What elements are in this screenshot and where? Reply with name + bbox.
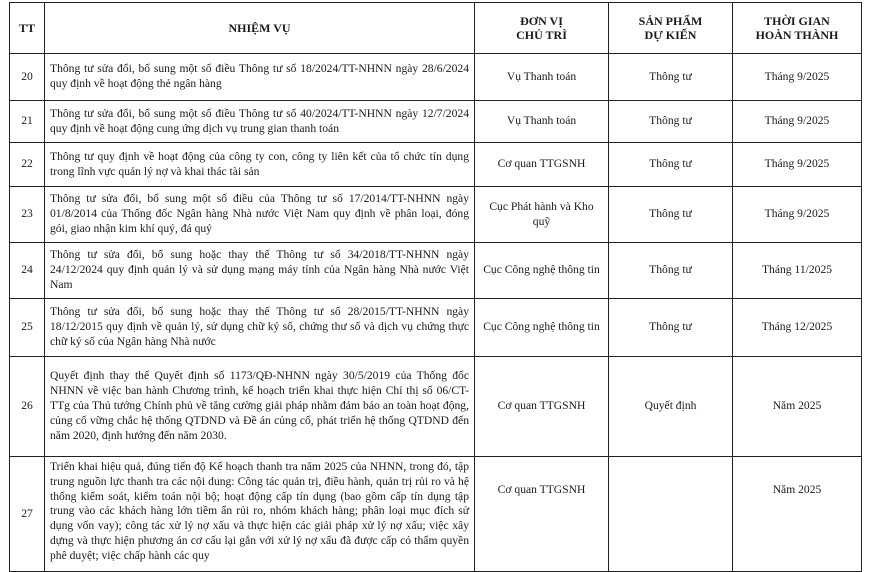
row-tt: 22 [10,143,45,187]
row-task: Thông tư quy định về hoạt động của công ty con, công ty liên kết của tổ chức tín dụng trong lĩnh vực quản lý nợ và khai thác tài sản [45,143,475,187]
row-task: Quyết định thay thế Quyết định số 1173/QĐ-NHNN ngày 30/5/2019 của Thống đốc NHNN về việc ban hành Chương trình, kế hoạch triển khai thực hiện Chỉ thị số 06/CT-TTg của Thủ tướng Chính phủ về tăng cường giải pháp nhằm đảm bảo an toàn hoạt động, củng cố vững chắc hệ thống QTDND và Đề án củng cố, phát triển hệ thống QTDND đến năm 2020, định hướng đến năm 2030. [45,357,475,457]
row-tt: 26 [10,357,45,457]
row-product: Quyết định [609,357,733,457]
row-tt: 23 [10,187,45,243]
task-table [9,2,862,572]
row-product: Thông tư [609,101,733,143]
row-tt: 21 [10,101,45,143]
row-task: Triển khai hiệu quả, đúng tiến độ Kế hoạch thanh tra năm 2025 của NHNN, trong đó, tập trung nguồn lực thanh tra các nội dung: Công tác quản trị, điều hành, quản trị rủi ro và hệ thống kiểm soát, kiểm toán nội bộ; hoạt động cấp tín dụng (bao gồm cấp tín dụng tập trung vào các khách hàng lớn tiềm ẩn rủi ro, nhóm khách hàng; phân loại mục đích sử dụng vốn vay); công tác xử lý nợ xấu và thực hiện các giải pháp xử lý nợ xấu; việc xây dựng và thực hiện phương án cơ cấu lại gắn với xử lý nợ xấu đã được cấp có thẩm quyền phê duyệt; việc chấp hành các quy [45,457,475,572]
row-time: Tháng 9/2025 [733,101,862,143]
row-task: Thông tư sửa đổi, bổ sung một số điều Thông tư số 40/2024/TT-NHNN ngày 12/7/2024 quy định về hoạt động cung ứng dịch vụ trung gian thanh toán [45,101,475,143]
row-unit: Cơ quan TTGSNH [475,457,609,572]
header-product [609,3,733,54]
row-unit: Cục Phát hành và Kho quỹ [475,187,609,243]
table-row [10,101,862,143]
header-time [733,3,862,54]
row-unit: Cục Công nghệ thông tin [475,243,609,299]
row-time: Tháng 9/2025 [733,143,862,187]
row-task: Thông tư sửa đổi, bổ sung hoặc thay thế Thông tư số 28/2015/TT-NHNN ngày 18/12/2015 quy định về quản lý, sử dụng chữ ký số, chứng thư số và dịch vụ chứng thực chữ ký số của Ngân hàng Nhà nước [45,299,475,357]
row-task: Thông tư sửa đổi, bổ sung hoặc thay thế Thông tư số 34/2018/TT-NHNN ngày 24/12/2024 quy định quản lý và sử dụng mạng máy tính của Ngân hàng Nhà nước Việt Nam [45,243,475,299]
row-product: Thông tư [609,299,733,357]
row-product: Thông tư [609,243,733,299]
row-product: Thông tư [609,54,733,101]
row-product: Thông tư [609,187,733,243]
header-product-line2: DỰ KIẾN [644,28,697,42]
row-tt: 25 [10,299,45,357]
table-row [10,243,862,299]
header-unit-line2: CHỦ TRÌ [516,28,567,42]
table-row [10,299,862,357]
row-unit: Cục Công nghệ thông tin [475,299,609,357]
row-unit: Cơ quan TTGSNH [475,357,609,457]
row-time: Tháng 9/2025 [733,187,862,243]
table-row [10,143,862,187]
row-product: Thông tư [609,143,733,187]
row-unit: Vụ Thanh toán [475,101,609,143]
row-unit: Vụ Thanh toán [475,54,609,101]
row-time: Tháng 9/2025 [733,54,862,101]
row-task: Thông tư sửa đổi, bổ sung một số điều Thông tư số 18/2024/TT-NHNN ngày 28/6/2024 quy định về hoạt động thẻ ngân hàng [45,54,475,101]
header-time-line1: THỜI GIAN [764,13,830,28]
row-time: Năm 2025 [733,457,862,572]
header-unit [475,3,609,54]
header-tt: TT [10,3,45,54]
table-row [10,187,862,243]
row-unit: Cơ quan TTGSNH [475,143,609,187]
row-time: Tháng 11/2025 [733,243,862,299]
row-time: Năm 2025 [733,357,862,457]
table-row [10,457,862,572]
row-time: Tháng 12/2025 [733,299,862,357]
header-unit-line1: ĐƠN VỊ [520,13,563,28]
table-row [10,357,862,457]
row-task: Thông tư sửa đổi, bổ sung một số điều của Thông tư số 17/2014/TT-NHNN ngày 01/8/2014 của Thống đốc Ngân hàng Nhà nước Việt Nam quy định về phân loại, đóng gói, giao nhận kim khí quý, đá quý [45,187,475,243]
header-row [10,3,862,54]
header-product-line1: SẢN PHẨM [638,13,703,28]
header-time-line2: HOÀN THÀNH [755,28,839,42]
table-row [10,54,862,101]
header-task: NHIỆM VỤ [45,3,475,54]
row-tt: 24 [10,243,45,299]
row-tt: 20 [10,54,45,101]
row-tt: 27 [10,457,45,572]
row-product [609,457,733,572]
